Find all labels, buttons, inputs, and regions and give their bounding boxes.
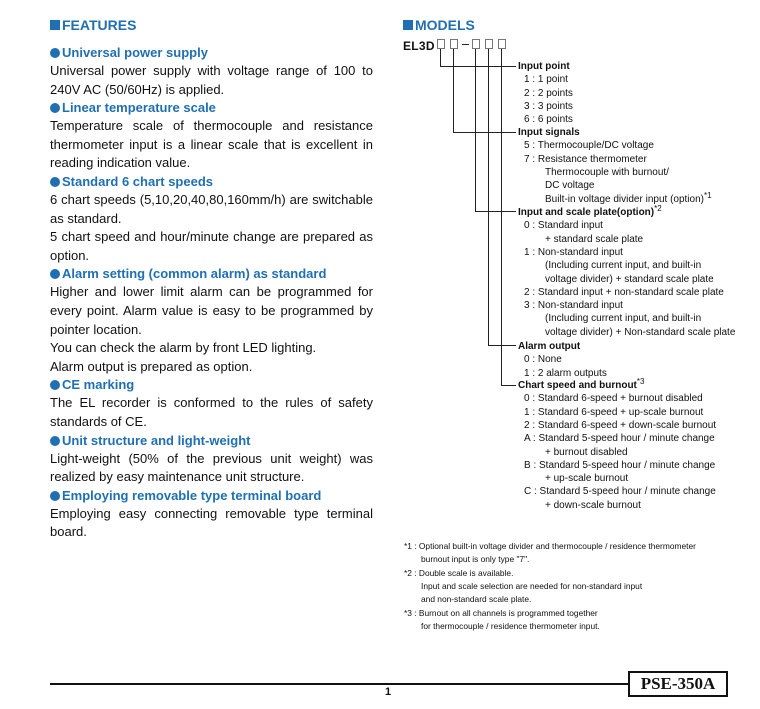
model-group-title: Alarm output [518, 341, 581, 352]
footer-rule [50, 683, 630, 685]
model-option-line: 0 : Standard input [524, 220, 603, 232]
footnote-line: for thermocouple / residence thermometer input. [421, 620, 600, 631]
circle-bullet-icon [50, 380, 60, 390]
model-option-line: 3 : Non-standard input [524, 300, 623, 312]
model-option-line: Thermocouple with burnout/ [545, 166, 669, 178]
feature-text: Higher and lower limit alarm can be programmed for every point. Alarm value is easy to be programmed by pointer location. [50, 284, 373, 337]
model-option-line: + standard scale plate [545, 233, 644, 245]
page-number: 1 [385, 686, 392, 698]
model-option-line: 6 : 6 points [524, 114, 573, 126]
model-group-title: Input signals [518, 127, 580, 138]
bracket-line [453, 49, 454, 132]
code-digit-box [485, 39, 493, 49]
model-option-line: Built-in voltage divider input (option)$^{*1}$ [545, 190, 712, 205]
feature-text: Light-weight (50% of the previous unit weight) was realized by easy maintenance unit structure. [50, 450, 373, 485]
model-option-line: 0 : Standard 6-speed + burnout disabled [524, 393, 703, 405]
model-option-line: 1 : Non-standard input [524, 246, 623, 258]
model-option-line: C : Standard 5-speed hour / minute change [524, 486, 716, 498]
bracket-line [488, 345, 516, 346]
square-bullet-icon [50, 20, 60, 30]
feature-text: Universal power supply with voltage range of 100 to 240V AC (50/60Hz) is applied. [50, 63, 373, 97]
bracket-line [501, 49, 502, 385]
model-option-line: + down-scale burnout [545, 499, 641, 511]
feature-heading: Linear temperature scale [50, 99, 373, 117]
model-option-line: 1 : 1 point [524, 74, 568, 86]
model-option-line: A : Standard 5-speed hour / minute change [524, 433, 715, 445]
model-option-line: DC voltage [545, 180, 595, 192]
features-title: FEATURES [50, 17, 136, 33]
square-bullet-icon [403, 20, 413, 30]
model-group-title: Chart speed and burnout$^{*3}$ [518, 377, 645, 391]
model-option-line: 5 : Thermocouple/DC voltage [524, 140, 654, 152]
model-option-line: + burnout disabled [545, 446, 628, 458]
features-list [50, 44, 373, 542]
feature-text: 6 chart speeds (5,10,20,40,80,160mm/h) are switchable as standard. [50, 191, 373, 226]
bracket-line [501, 385, 516, 386]
circle-bullet-icon [50, 436, 60, 446]
feature-heading: Standard 6 chart speeds [50, 173, 373, 191]
feature-heading: Universal power supply [50, 44, 373, 62]
circle-bullet-icon [50, 177, 60, 187]
model-option-line: voltage divider) + standard scale plate [545, 273, 714, 285]
bracket-line [475, 49, 476, 211]
code-dash [462, 44, 469, 45]
model-option-line: voltage divider) + Non-standard scale plate [545, 326, 736, 338]
bracket-line [453, 132, 516, 133]
model-option-line: 2 : 2 points [524, 87, 573, 99]
model-option-line: 2 : Standard 6-speed + down-scale burnout [524, 419, 717, 431]
footnote-line: *3 : Burnout on all channels is programmed together [404, 607, 598, 618]
model-option-line: B : Standard 5-speed hour / minute change [524, 459, 716, 471]
feature-text: 5 chart speed and hour/minute change are prepared as option. [50, 229, 373, 263]
feature-text: Employing easy connecting removable type terminal board. [50, 505, 373, 540]
model-option-line: (Including current input, and built-in [545, 313, 702, 325]
feature-heading: Alarm setting (common alarm) as standard [50, 265, 373, 283]
models-title: MODELS [403, 17, 475, 33]
model-group-title: Input and scale plate(option)$^{*2}$ [518, 204, 662, 218]
bracket-line [475, 211, 516, 212]
code-digit-box [498, 39, 506, 49]
model-option-line: 3 : 3 points [524, 100, 573, 112]
footnote-line: *2 : Double scale is available. [404, 567, 514, 578]
bracket-line [488, 49, 489, 345]
footnote-line: *1 : Optional built-in voltage divider and thermocouple / residence thermometer [404, 541, 696, 551]
feature-heading: CE marking [50, 376, 373, 394]
model-option-line: 1 : Standard 6-speed + up-scale burnout [524, 406, 704, 418]
feature-heading: Employing removable type terminal board [50, 487, 373, 505]
model-option-line: 7 : Resistance thermometer [524, 153, 647, 165]
doc-code: PSE-350A [628, 671, 728, 697]
code-digit-box [472, 39, 480, 49]
feature-text: The EL recorder is conformed to the rules of safety standards of CE. [50, 395, 373, 429]
feature-text: Temperature scale of thermocouple and resistance thermometer input is a linear scale that is excellent in reading indication value. [50, 118, 373, 171]
circle-bullet-icon [50, 48, 60, 58]
circle-bullet-icon [50, 103, 60, 113]
model-option-line: + up-scale burnout [545, 473, 629, 485]
feature-heading: Unit structure and light-weight [50, 432, 373, 450]
model-option-line: (Including current input, and built-in [545, 260, 702, 272]
model-code: EL3D [403, 39, 435, 53]
footnote-line: Input and scale selection are needed for non-standard input [421, 580, 643, 591]
circle-bullet-icon [50, 491, 60, 501]
model-group-title: Input point [518, 61, 570, 72]
footnote-line: and non-standard scale plate. [421, 594, 532, 605]
model-option-line: 1 : 2 alarm outputs [524, 367, 607, 379]
circle-bullet-icon [50, 269, 60, 279]
feature-text: Alarm output is prepared as option. [50, 358, 253, 374]
bracket-line [440, 49, 441, 66]
model-option-line: 0 : None [524, 354, 562, 366]
model-option-line: 2 : Standard input + non-standard scale plate [524, 286, 724, 298]
feature-text: You can check the alarm by front LED lighting. [50, 340, 317, 356]
bracket-line [440, 66, 516, 67]
code-digit-box [437, 39, 445, 49]
footnote-line: burnout input is only type "7". [421, 554, 530, 565]
code-digit-box [450, 39, 458, 49]
